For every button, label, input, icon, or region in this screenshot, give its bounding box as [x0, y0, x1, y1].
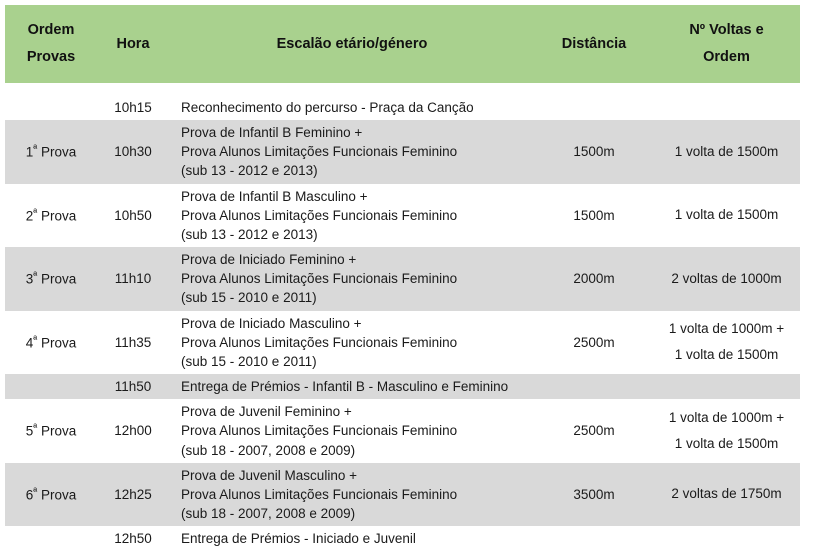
cell-distancia: 2500m — [535, 399, 653, 462]
voltas-line: 1 volta de 1000m + — [668, 320, 785, 336]
voltas-line: 2 voltas de 1750m — [671, 486, 782, 502]
escalao-line: (sub 18 - 2007, 2008 e 2009) — [181, 505, 356, 521]
cell-voltas-ordem — [653, 311, 800, 374]
cell-hora: 10h50 — [97, 184, 169, 247]
escalao-line: Prova Alunos Limitações Funcionais Feminino — [181, 144, 458, 160]
escalao-line: Prova Alunos Limitações Funcionais Feminino — [181, 334, 458, 350]
escalao-line: Prova Alunos Limitações Funcionais Feminino — [181, 486, 458, 502]
cell-ordem-provas: $1^ª$ Prova — [5, 120, 97, 183]
cell-ordem-provas: $6^ª$ Prova — [5, 463, 97, 526]
cell-escalao — [169, 526, 535, 551]
cell-voltas-ordem — [653, 95, 800, 120]
escalao-line: Prova de Iniciado Masculino + — [181, 315, 362, 331]
cell-hora: 11h10 — [97, 247, 169, 310]
voltas-line: 1 volta de 1000m + — [668, 409, 785, 425]
cell-hora: 10h30 — [97, 120, 169, 183]
cell-escalao — [169, 120, 535, 183]
escalao-line: Entrega de Prémios - Iniciado e Juvenil — [181, 531, 416, 547]
cell-distancia — [535, 95, 653, 120]
escalao-line: (sub 13 - 2012 e 2013) — [181, 163, 318, 179]
escalao-line: Prova Alunos Limitações Funcionais Feminino — [181, 423, 458, 439]
table-row — [5, 463, 800, 526]
spacer-cell — [169, 83, 535, 95]
cell-ordem-provas — [5, 526, 97, 551]
cell-distancia: 1500m — [535, 184, 653, 247]
cell-hora: 12h50 — [97, 526, 169, 551]
cell-escalao — [169, 247, 535, 310]
column-header-hora — [97, 5, 169, 83]
cell-escalao — [169, 399, 535, 462]
cell-voltas-ordem — [653, 463, 800, 526]
escalao-line: Prova de Infantil B Feminino + — [181, 125, 363, 141]
escalao-line: Prova Alunos Limitações Funcionais Feminino — [181, 207, 458, 223]
column-header-ordem-provas — [5, 5, 97, 83]
cell-escalao — [169, 184, 535, 247]
cell-voltas-ordem — [653, 374, 800, 399]
column-header-hora-label: Hora — [116, 35, 150, 52]
cell-voltas-ordem — [653, 120, 800, 183]
escalao-line: Entrega de Prémios - Infantil B - Masculino e Feminino — [181, 379, 509, 395]
cell-distancia — [535, 526, 653, 551]
escalao-line: (sub 13 - 2012 e 2013) — [181, 226, 318, 242]
cell-distancia: 2500m — [535, 311, 653, 374]
event-schedule-table — [5, 5, 800, 551]
cell-distancia: 1500m — [535, 120, 653, 183]
escalao-line: Prova de Iniciado Feminino + — [181, 252, 357, 268]
cell-hora: 11h35 — [97, 311, 169, 374]
cell-voltas-ordem — [653, 247, 800, 310]
cell-voltas-ordem — [653, 399, 800, 462]
cell-distancia — [535, 374, 653, 399]
cell-voltas-ordem — [653, 184, 800, 247]
cell-distancia: 3500m — [535, 463, 653, 526]
cell-ordem-provas: $3^ª$ Prova — [5, 247, 97, 310]
table-row — [5, 247, 800, 310]
cell-escalao — [169, 95, 535, 120]
cell-ordem-provas: $5^ª$ Prova — [5, 399, 97, 462]
table-row — [5, 184, 800, 247]
escalao-line: Prova de Juvenil Masculino + — [181, 467, 357, 483]
voltas-line: 1 volta de 1500m — [674, 435, 779, 451]
cell-distancia: 2000m — [535, 247, 653, 310]
table-row — [5, 311, 800, 374]
voltas-line: 1 volta de 1500m — [674, 143, 779, 159]
cell-hora: 10h15 — [97, 95, 169, 120]
table-body — [5, 83, 800, 551]
column-header-voltas — [653, 5, 800, 83]
escalao-line: Prova de Juvenil Feminino + — [181, 404, 352, 420]
escalao-line: Prova Alunos Limitações Funcionais Feminino — [181, 271, 458, 287]
column-header-ordem-line2: Provas — [26, 49, 76, 65]
spacer-cell — [5, 83, 97, 95]
column-header-escalao — [169, 5, 535, 83]
spacer-cell — [653, 83, 800, 95]
escalao-line: Reconhecimento do percurso - Praça da Canção — [181, 100, 474, 115]
cell-ordem-provas: $2^ª$ Prova — [5, 184, 97, 247]
cell-escalao — [169, 374, 535, 399]
escalao-line: (sub 18 - 2007, 2008 e 2009) — [181, 442, 356, 458]
table-header — [5, 5, 800, 83]
table-row — [5, 399, 800, 462]
voltas-line: 1 volta de 1500m — [674, 347, 779, 363]
cell-hora: 12h25 — [97, 463, 169, 526]
table-row — [5, 120, 800, 183]
voltas-line: 1 volta de 1500m — [674, 207, 779, 223]
cell-voltas-ordem — [653, 526, 800, 551]
column-header-distancia-label: Distância — [561, 35, 627, 52]
column-header-voltas-line2: Ordem — [703, 49, 750, 65]
header-row — [5, 5, 800, 83]
cell-ordem-provas — [5, 374, 97, 399]
cell-escalao — [169, 463, 535, 526]
cell-hora: 12h00 — [97, 399, 169, 462]
escalao-line: (sub 15 - 2010 e 2011) — [181, 290, 317, 306]
cell-ordem-provas: $4^ª$ Prova — [5, 311, 97, 374]
table-row — [5, 526, 800, 551]
voltas-line: 2 voltas de 1000m — [671, 270, 782, 286]
escalao-line: Prova de Infantil B Masculino + — [181, 188, 368, 204]
column-header-distancia — [535, 5, 653, 83]
cell-hora: 11h50 — [97, 374, 169, 399]
spacer-cell — [97, 83, 169, 95]
column-header-escalao-label: Escalão etário/género — [276, 35, 428, 52]
cell-ordem-provas — [5, 95, 97, 120]
cell-escalao — [169, 311, 535, 374]
table-row — [5, 374, 800, 399]
column-header-voltas-line1: Nº Voltas e — [689, 22, 764, 39]
header-spacer-row — [5, 83, 800, 95]
spacer-cell — [535, 83, 653, 95]
table-row — [5, 95, 800, 120]
escalao-line: (sub 15 - 2010 e 2011) — [181, 353, 317, 369]
column-header-ordem-line1: Ordem — [27, 22, 75, 39]
